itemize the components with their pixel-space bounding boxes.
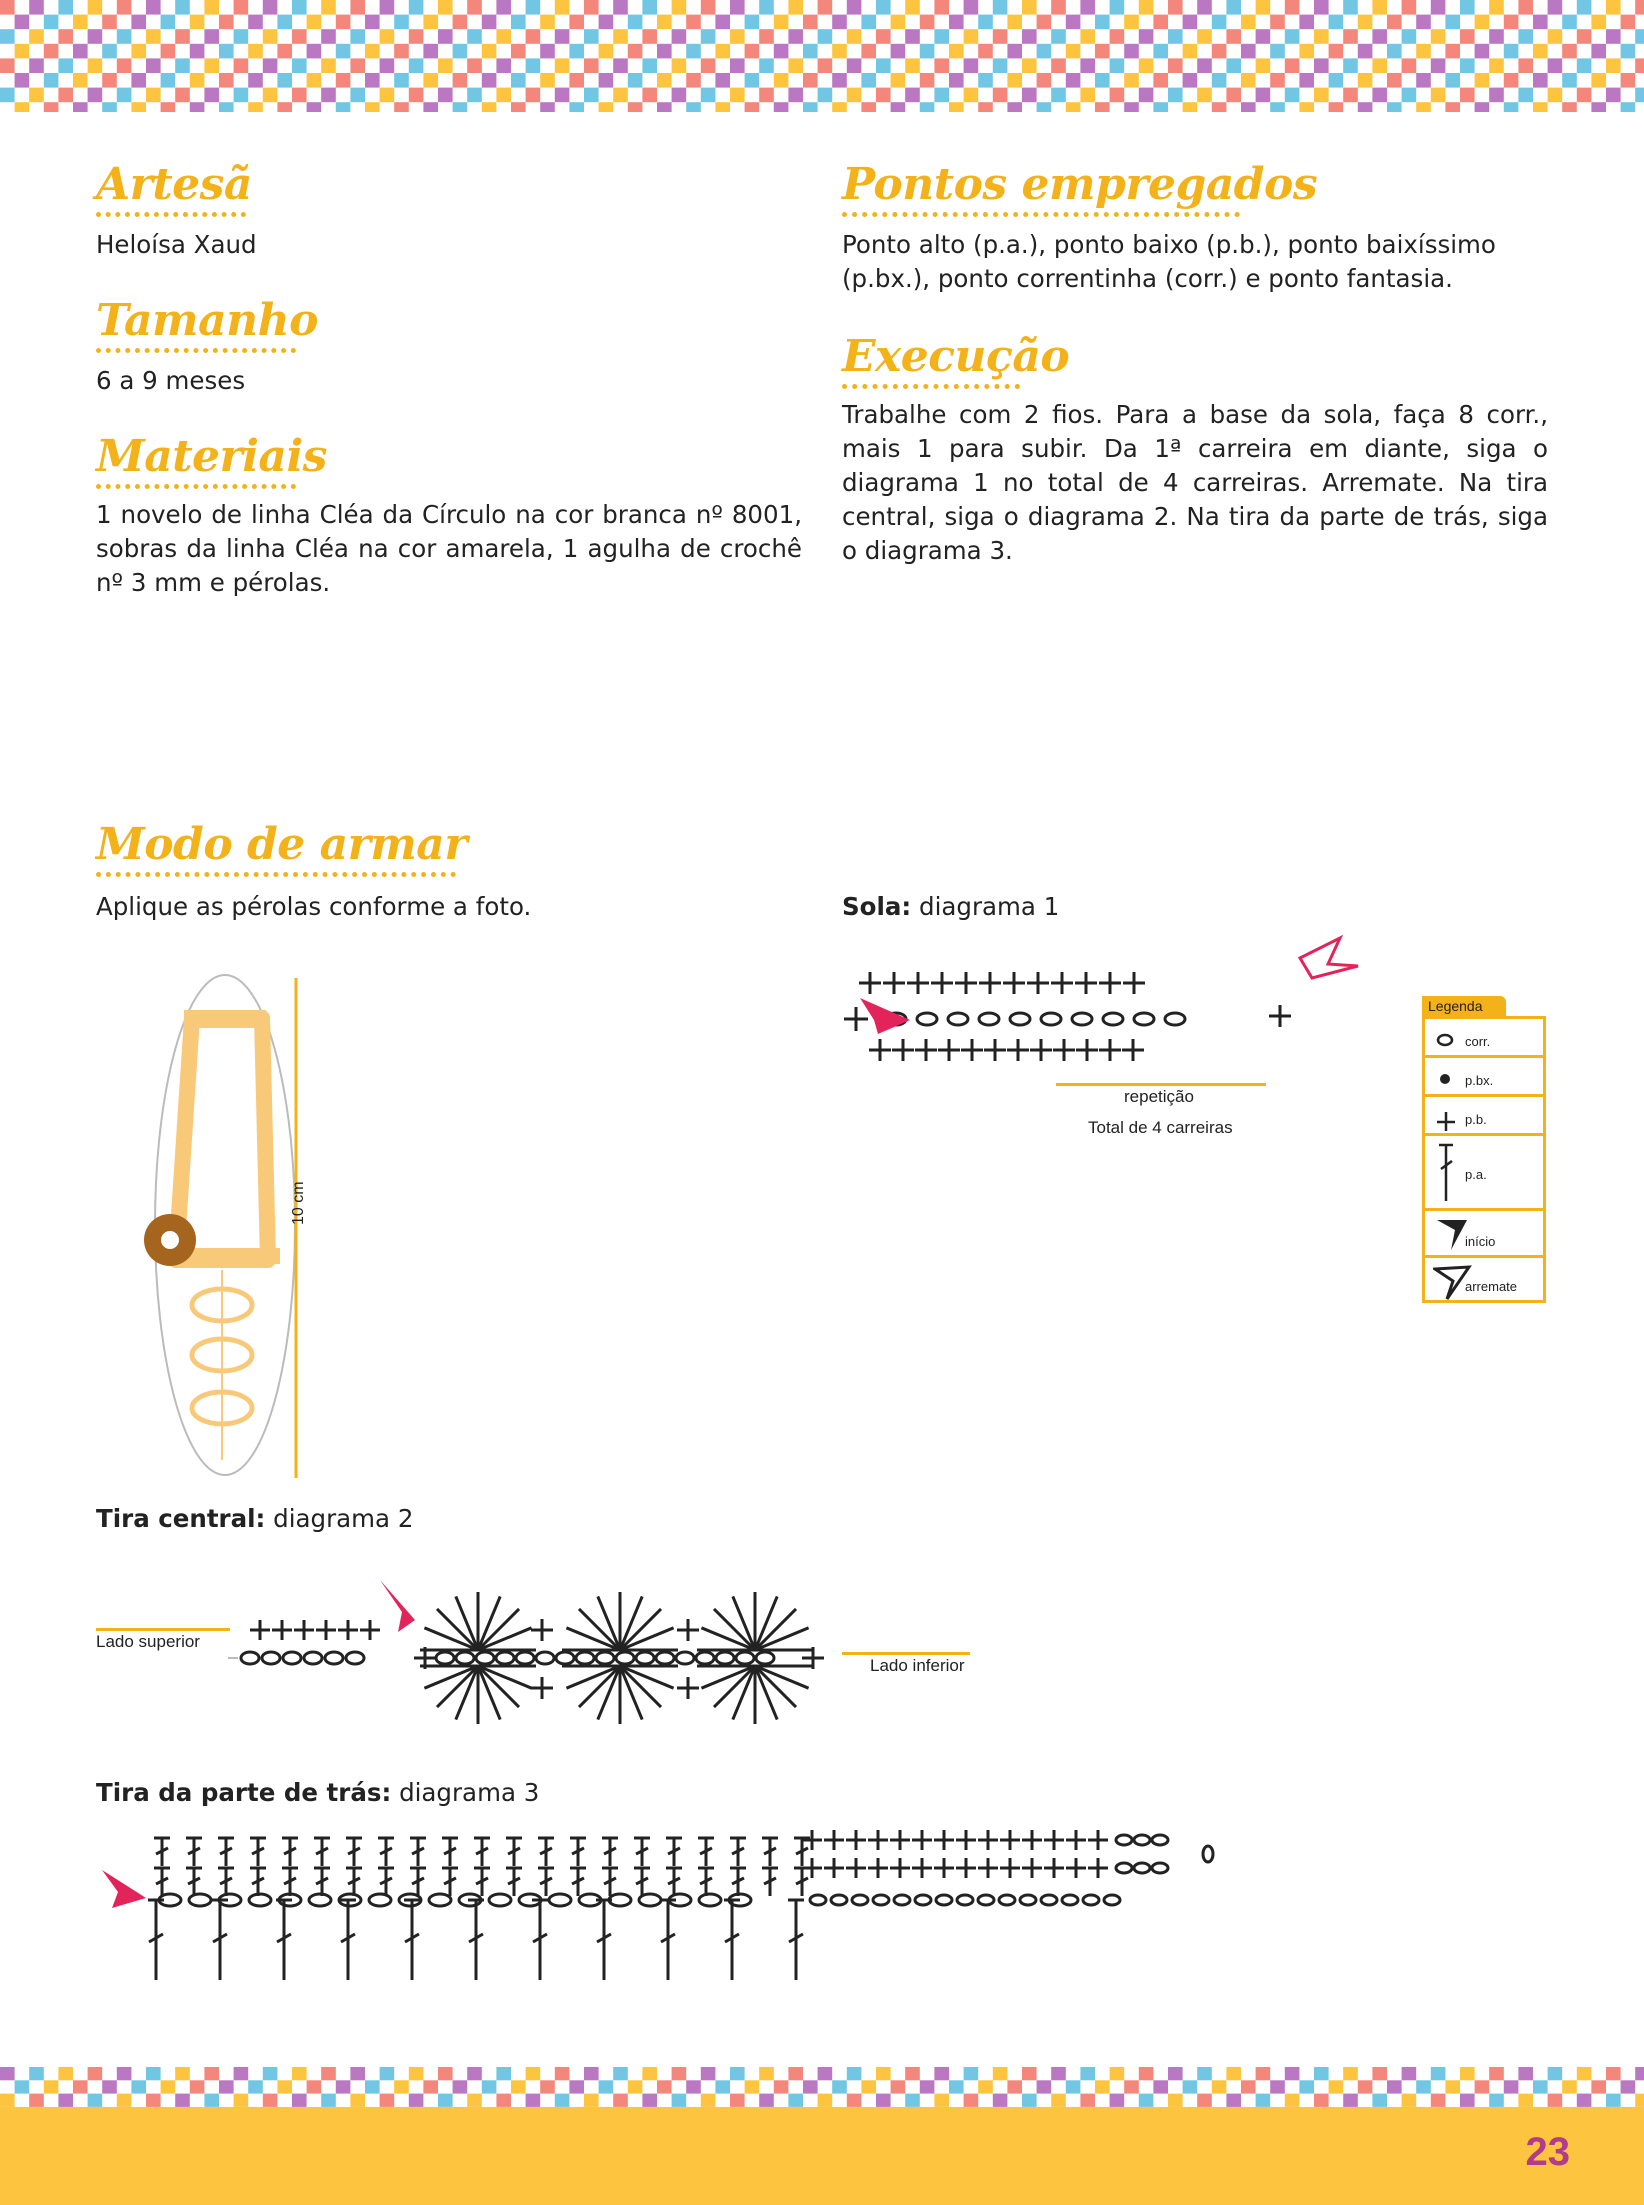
tira-tras-caption: Tira da parte de trás: diagrama 3 [96,1778,540,1807]
top-checker-border [0,0,1644,112]
sola-diagram [840,928,1360,1078]
tira-tras-diagram [100,1820,1330,2000]
pontos-heading: Pontos empregados [842,160,1317,217]
shoe-measure: 10 cm [290,1181,307,1225]
repeat-marker-line [1056,1083,1266,1086]
pontos-text: Ponto alto (p.a.), ponto baixo (p.b.), ponto baixíssimo (p.bx.), ponto correntinha (corr.) e ponto fantasia. [842,230,1496,293]
bottom-checker-border [0,2067,1644,2107]
cross-icon [1433,1100,1461,1134]
legend-row-corr [1425,1019,1543,1058]
legend-row-inicio [1425,1211,1543,1258]
lado-inferior-line [842,1652,970,1655]
legend-box [1422,996,1546,1303]
legend-label-pa: p.a. [1465,1167,1487,1182]
legend-label-corr: corr. [1465,1034,1491,1049]
page-number: 23 [1525,2130,1570,2174]
materiais-heading: Materiais [96,432,327,489]
tira-central-caption: Tira central: diagrama 2 [96,1504,414,1533]
legend-row-pbx [1425,1058,1543,1097]
legend-label-arremate: arremate [1465,1279,1518,1294]
dot-icon [1433,1061,1461,1091]
sola-caption: Sola: diagrama 1 [842,892,1060,921]
execucao-text: Trabalhe com 2 fios. Para a base da sola, faça 8 corr., mais 1 para subir. Da 1ª carreira em diante, siga o diagrama 1 no total de 4 carreiras. Arremate. Na tira central, siga o diagrama 2. Na tira da parte de trás, siga o diagrama 3. [842,400,1548,565]
sola-repeat-label: repetição [1124,1087,1194,1106]
chain-oval-icon [1433,1022,1461,1052]
materiais-text: 1 novelo de linha Cléa da Círculo na cor branca nº 8001, sobras da linha Cléa na cor amarela, 1 agulha de crochê nº 3 mm e pérolas. [96,500,802,597]
legend-row-arremate [1425,1258,1543,1300]
footer-bar [0,2107,1644,2205]
execucao-heading: Execução [842,332,1069,389]
tamanho-heading: Tamanho [96,296,318,353]
artesa-text: Heloísa Xaud [96,230,257,259]
lado-superior-line [96,1628,230,1631]
sola-total-label: Total de 4 carreiras [1088,1118,1233,1137]
lado-superior-label: Lado superior [96,1632,200,1651]
modo-heading: Modo de armar [96,820,467,877]
legend-title: Legenda [1422,996,1506,1016]
legend-label-pbx: p.bx. [1465,1073,1494,1088]
legend-label-pb: p.b. [1465,1112,1487,1127]
legend-label-inicio: início [1465,1234,1496,1249]
tall-stitch-icon [1433,1139,1461,1203]
lado-inferior-label: Lado inferior [870,1656,965,1675]
artesa-heading: Artesã [96,160,252,217]
legend-row-pb [1425,1097,1543,1136]
tira-central-diagram [220,1570,860,1745]
modo-text: Aplique as pérolas conforme a foto. [96,892,532,921]
shoe-sole-illustration [140,970,320,1490]
tamanho-text: 6 a 9 meses [96,366,246,395]
legend-row-pa [1425,1136,1543,1211]
